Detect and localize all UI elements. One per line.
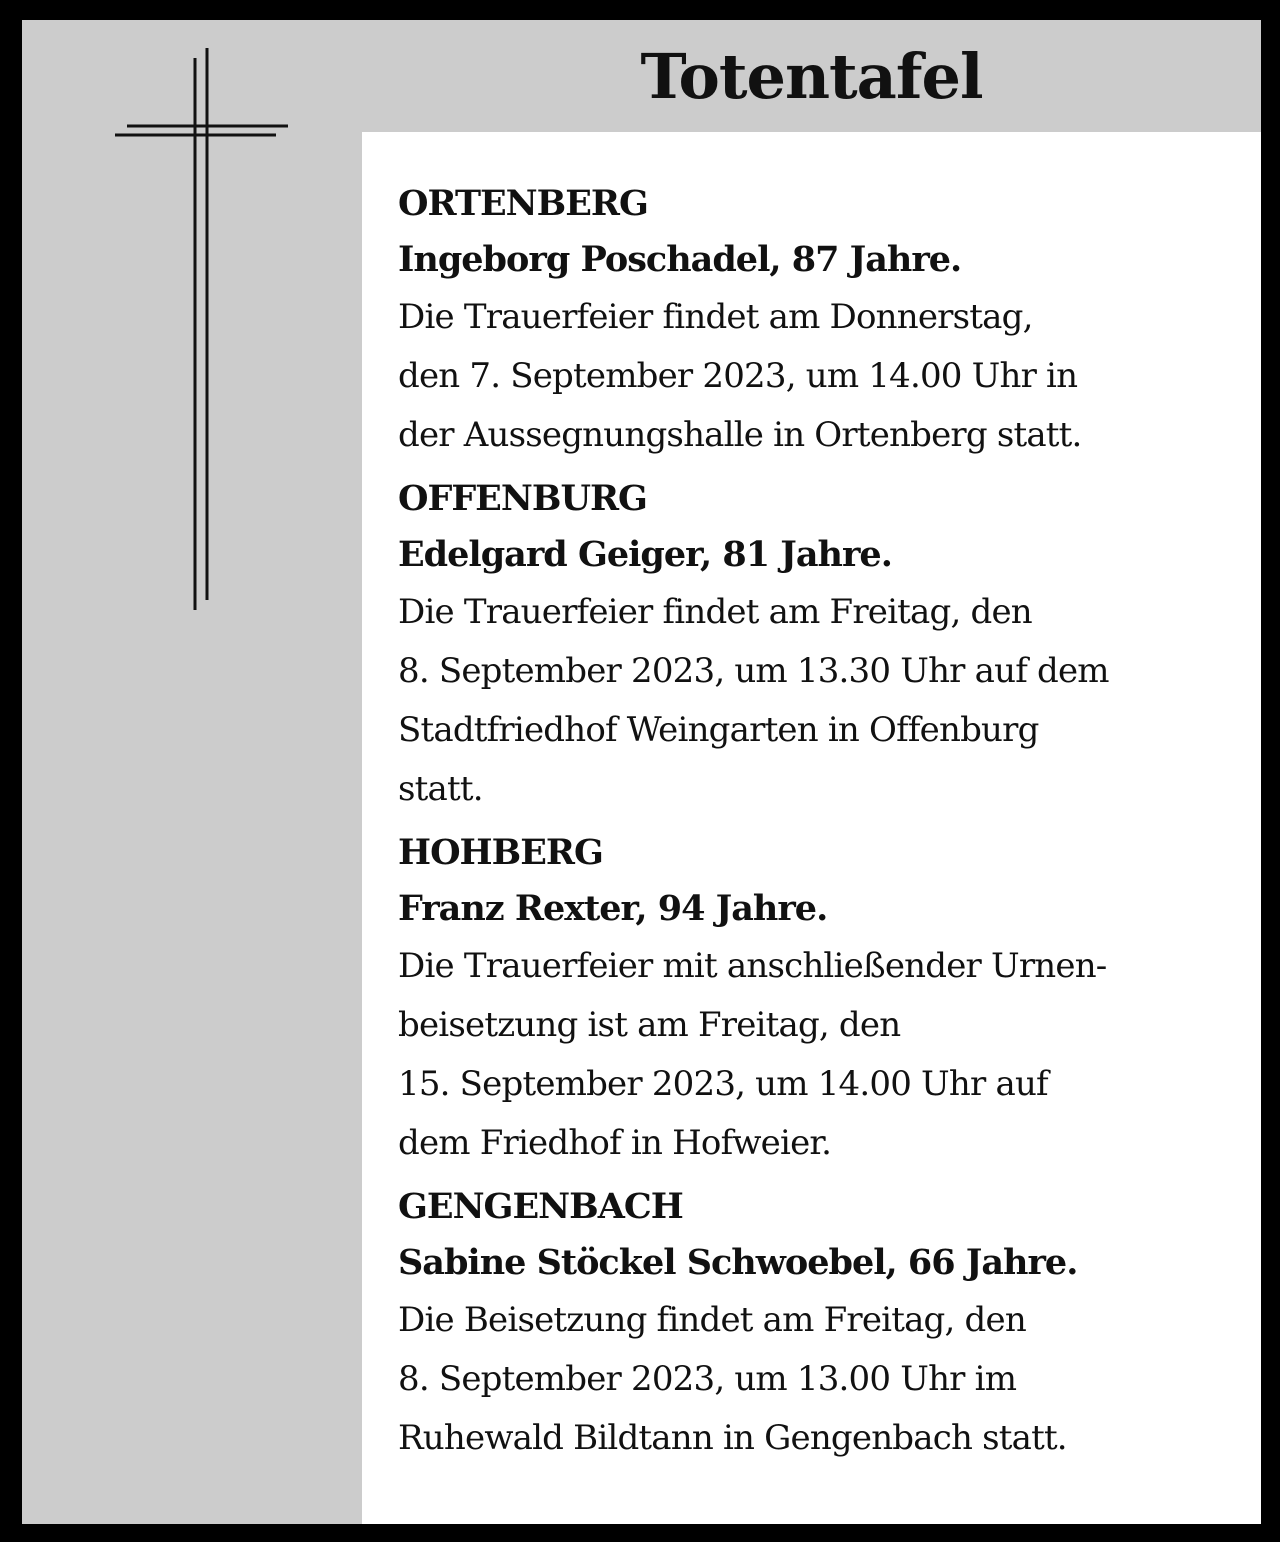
entry-gengenbach [398,1179,1238,1468]
entry-ortenberg [398,176,1238,465]
entry-text-line: Stadtfriedhof Weingarten in Offenburg [398,710,1039,750]
entry-offenburg [398,471,1238,819]
entry-text-line: den 7. September 2023, um 14.00 Uhr in [398,356,1078,396]
entry-text-line: dem Friedhof in Hofweier. [398,1123,832,1163]
entry-text-line: Ruhewald Bildtann in Gengenbach statt. [398,1418,1067,1458]
notice-panel [22,20,1261,1524]
entry-place: ORTENBERG [398,183,648,224]
entry-text-line: Die Beisetzung findet am Freitag, den [398,1300,1026,1340]
entry-place: HOHBERG [398,832,603,873]
entry-text-line: Die Trauerfeier findet am Freitag, den [398,592,1032,632]
notice-content [362,132,1261,1524]
entry-list [398,176,1238,1474]
entry-text-line: 15. September 2023, um 14.00 Uhr auf [398,1064,1048,1104]
entry-person: Edelgard Geiger, 81 Jahre. [398,534,892,575]
entry-text-line: 8. September 2023, um 13.30 Uhr auf dem [398,651,1109,691]
entry-text-line: Die Trauerfeier findet am Donnerstag, [398,297,1033,337]
entry-text-line: beisetzung ist am Freitag, den [398,1005,901,1045]
entry-person: Franz Rexter, 94 Jahre. [398,888,828,929]
page-title: Totentafel [640,39,983,113]
entry-place: OFFENBURG [398,478,647,519]
cross-icon [112,48,292,613]
entry-text-line: 8. September 2023, um 13.00 Uhr im [398,1359,1017,1399]
entry-text-line: statt. [398,769,483,809]
entry-text-line: Die Trauerfeier mit anschließender Urnen- [398,946,1107,986]
entry-person: Sabine Stöckel Schwoebel, 66 Jahre. [398,1242,1078,1283]
entry-hohberg [398,825,1238,1173]
entry-person: Ingeborg Poschadel, 87 Jahre. [398,239,962,280]
entry-text-line: der Aussegnungshalle in Ortenberg statt. [398,415,1082,455]
entry-place: GENGENBACH [398,1186,683,1227]
